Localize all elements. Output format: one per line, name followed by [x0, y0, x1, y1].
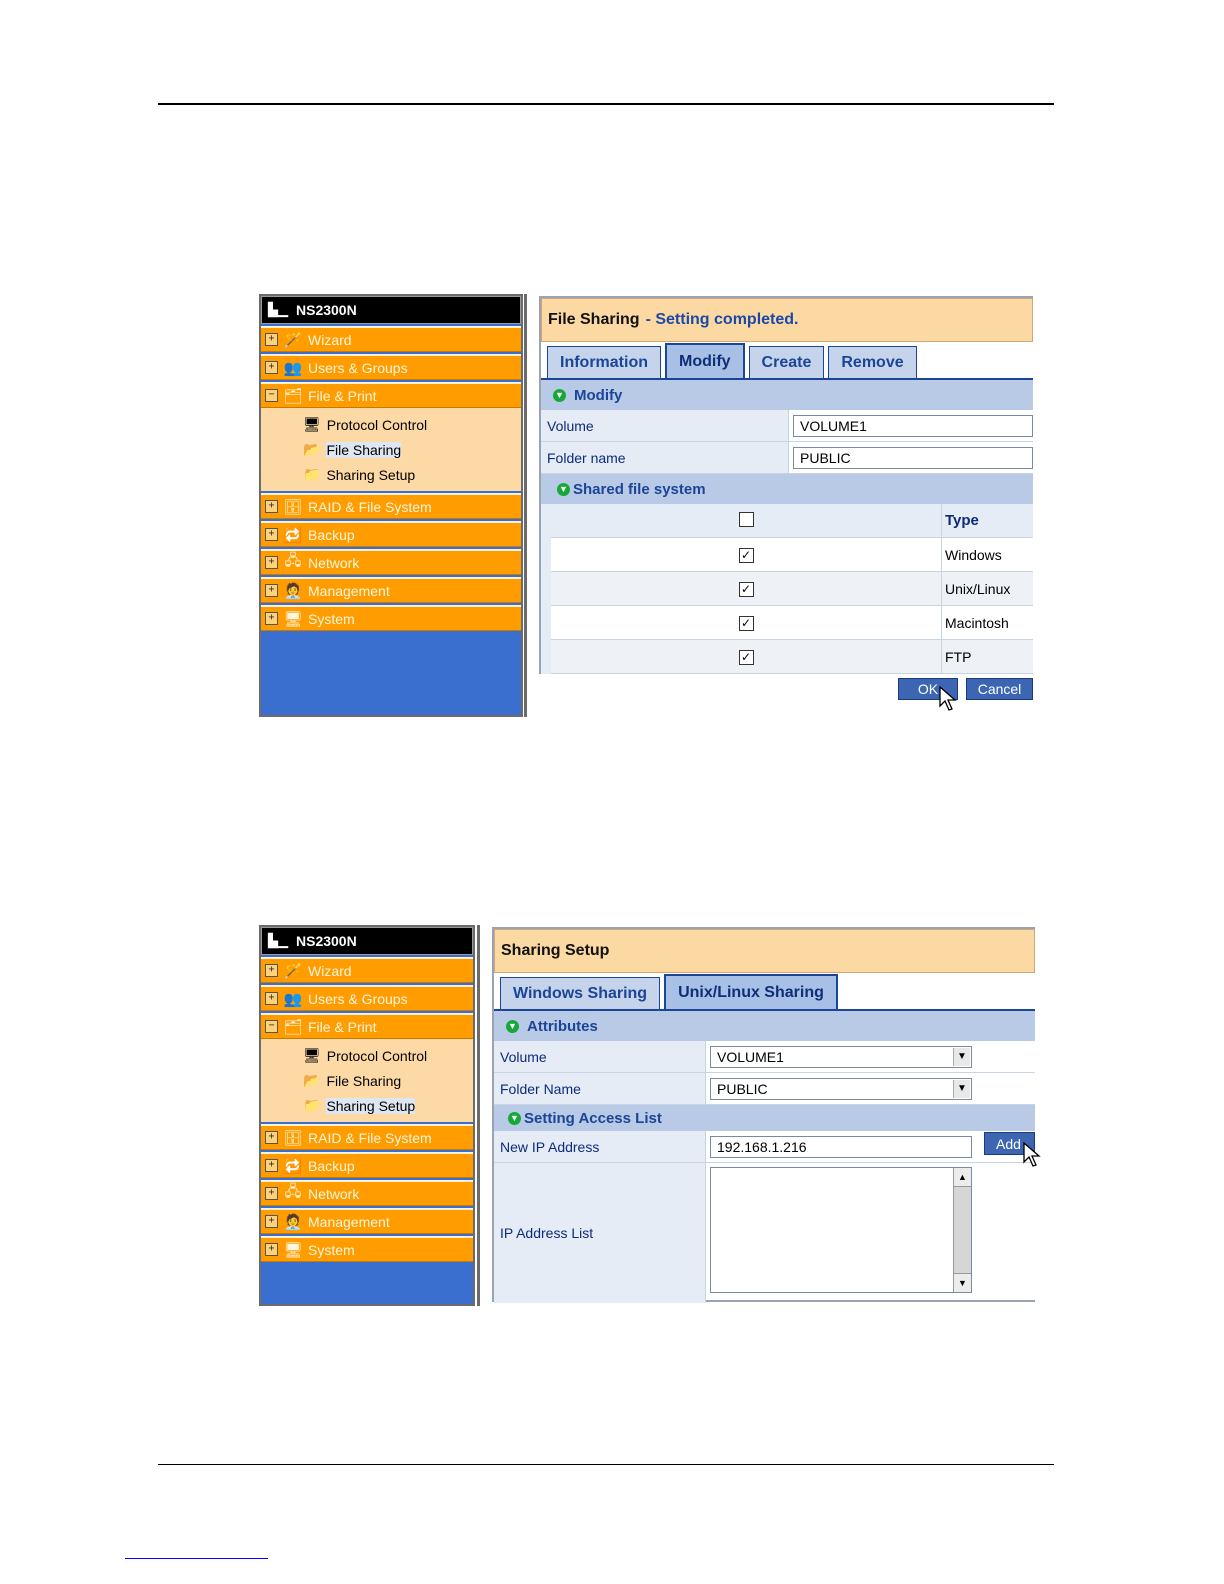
sub-item-label: Sharing Setup [326, 466, 416, 483]
network-icon: 🖧 [284, 552, 302, 569]
folder-label: Folder Name [494, 1073, 706, 1104]
nav-item-label: Network [308, 554, 360, 571]
expand-section-icon[interactable]: ▼ [553, 389, 566, 402]
nav-item-label: Network [308, 1185, 360, 1202]
plus-icon[interactable]: + [265, 1159, 278, 1172]
sidebar-item-sharing-setup[interactable] [261, 1093, 473, 1118]
shared-table-wrap [541, 504, 1033, 674]
ip-address-list[interactable] [710, 1167, 972, 1293]
nav-panel-1 [259, 294, 523, 717]
cancel-button[interactable]: Cancel [966, 678, 1033, 700]
nav-subitems [261, 1039, 473, 1122]
folder-icon: 📂 [303, 1072, 321, 1088]
server-icon: ▙▁ [268, 933, 288, 948]
table-row [551, 572, 1033, 606]
tab-modify[interactable]: Modify [665, 343, 745, 378]
plus-icon[interactable]: + [265, 1131, 278, 1144]
nav-item-label: RAID & File System [308, 498, 432, 515]
volume-select-value: VOLUME1 [717, 1048, 784, 1065]
scroll-up-icon[interactable]: ▲ [954, 1168, 971, 1187]
sidebar-item-protocol-control[interactable] [261, 412, 521, 437]
volume-row [494, 1041, 1035, 1073]
page-title [541, 298, 1033, 342]
macintosh-checkbox[interactable]: ✓ [739, 616, 754, 631]
nav-item-label: Wizard [308, 331, 352, 348]
section-title: Attributes [527, 1017, 598, 1035]
ip-list-label: IP Address List [494, 1163, 706, 1303]
nav-item-raid[interactable] [261, 493, 521, 519]
nav-item-network[interactable] [261, 1180, 473, 1206]
folder-field[interactable]: PUBLIC [793, 447, 1033, 469]
minus-icon[interactable]: − [265, 389, 278, 402]
row-type: FTP [942, 640, 1034, 674]
plus-icon[interactable]: + [265, 1243, 278, 1256]
sub-item-label: Protocol Control [326, 416, 428, 433]
ftp-checkbox[interactable]: ✓ [739, 650, 754, 665]
sharing-setup-panel [492, 927, 1035, 1302]
file-print-icon: 🗂 [283, 387, 303, 405]
nav-item-wizard[interactable] [261, 957, 473, 983]
tab-create[interactable]: Create [749, 346, 825, 378]
section-access-list [494, 1105, 1035, 1131]
section-title: Setting Access List [524, 1109, 662, 1127]
panel-divider-1 [524, 294, 527, 717]
folder-row [541, 442, 1033, 474]
nav-item-backup[interactable] [261, 1152, 473, 1178]
system-icon: 🖥 [283, 1241, 303, 1259]
volume-field[interactable]: VOLUME1 [793, 415, 1033, 437]
nav-item-label: Management [308, 1213, 390, 1230]
folder-select[interactable] [710, 1078, 972, 1100]
footer-link-underline [125, 1558, 268, 1559]
table-row [551, 606, 1033, 640]
status-message: - Setting completed. [645, 311, 799, 328]
folder-icon: 📂 [303, 441, 321, 457]
users-icon: 👥 [283, 359, 303, 377]
tab-bar [541, 342, 1033, 380]
network-icon: 🖧 [284, 1183, 302, 1200]
nav-item-management[interactable] [261, 1208, 473, 1234]
nav-item-system[interactable] [261, 605, 521, 631]
management-icon: 🧑‍💼 [283, 582, 303, 600]
monitor-icon: 🖥 [303, 1047, 321, 1063]
nav-title[interactable] [261, 927, 473, 955]
header-rule [158, 103, 1054, 105]
nav-item-system[interactable] [261, 1236, 473, 1262]
management-icon: 🧑‍💼 [283, 1213, 303, 1231]
plus-icon[interactable]: + [265, 361, 278, 374]
nav-item-label: System [308, 610, 355, 627]
page-title-text: Sharing Setup [501, 942, 610, 959]
new-ip-label: New IP Address [494, 1131, 706, 1162]
plus-icon[interactable]: + [265, 612, 278, 625]
plus-icon[interactable]: + [265, 333, 278, 346]
plus-icon[interactable]: + [265, 528, 278, 541]
tab-bar [494, 973, 1035, 1011]
row-type: Windows [942, 538, 1034, 572]
tab-remove[interactable]: Remove [828, 346, 916, 378]
nav-item-label: Users & Groups [308, 359, 408, 376]
mouse-cursor-icon [1023, 1142, 1041, 1168]
sub-item-label: File Sharing [326, 441, 402, 458]
dropdown-arrow-icon[interactable]: ▼ [953, 1048, 970, 1066]
nav-subitems [261, 408, 521, 491]
nav-item-label: Wizard [308, 962, 352, 979]
server-icon: ▙▁ [268, 302, 288, 317]
nav-item-label: Backup [308, 1157, 355, 1174]
shared-folder-icon: 📁 [303, 1097, 321, 1113]
tab-windows-sharing[interactable]: Windows Sharing [500, 977, 660, 1009]
monitor-icon: 🖥 [303, 416, 321, 432]
volume-row [541, 410, 1033, 442]
nav-title[interactable] [261, 296, 521, 324]
section-attributes [494, 1011, 1035, 1041]
footer-rule [158, 1464, 1054, 1465]
dropdown-arrow-icon[interactable]: ▼ [953, 1080, 970, 1098]
expand-section-icon[interactable]: ▼ [506, 1020, 519, 1033]
nav-item-users-groups[interactable] [261, 985, 473, 1011]
expand-section-icon[interactable]: ▼ [557, 483, 570, 496]
table-header-row [551, 504, 1033, 538]
sub-item-label: Protocol Control [326, 1047, 428, 1064]
plus-icon[interactable]: + [265, 1187, 278, 1200]
panel-divider-2 [477, 925, 480, 1306]
plus-icon[interactable]: + [265, 964, 278, 977]
folder-select-value: PUBLIC [717, 1080, 768, 1097]
table-row [551, 640, 1033, 674]
shared-file-system-table [551, 504, 1033, 674]
page-title-text: File Sharing [548, 311, 640, 328]
sub-item-label: File Sharing [326, 1072, 402, 1089]
select-all-checkbox[interactable] [739, 512, 754, 527]
nav-empty-area [261, 631, 521, 715]
nav-item-wizard[interactable] [261, 326, 521, 352]
nav-item-file-print[interactable] [261, 1013, 473, 1039]
section-title: Shared file system [573, 480, 706, 498]
windows-checkbox[interactable]: ✓ [739, 548, 754, 563]
nav-item-label: File & Print [308, 387, 377, 404]
backup-icon: 🔁 [283, 526, 303, 544]
section-title: Modify [574, 386, 623, 404]
plus-icon[interactable]: + [265, 584, 278, 597]
type-header: Type [942, 504, 1034, 538]
folder-label: Folder name [541, 442, 789, 473]
row-type: Unix/Linux [942, 572, 1034, 606]
wizard-icon: 🪄 [283, 962, 303, 980]
nav-empty-area [261, 1262, 473, 1304]
sidebar-item-protocol-control[interactable] [261, 1043, 473, 1068]
file-print-icon: 🗂 [283, 1018, 303, 1036]
nav-item-network[interactable] [261, 549, 521, 575]
volume-label: Volume [494, 1041, 706, 1072]
nav-item-label: File & Print [308, 1018, 377, 1035]
wizard-icon: 🪄 [283, 331, 303, 349]
table-row [551, 538, 1033, 572]
mouse-cursor-icon [939, 686, 957, 712]
ip-list-scrollbar[interactable] [953, 1168, 971, 1292]
sidebar-item-sharing-setup[interactable] [261, 462, 521, 487]
file-sharing-panel [539, 296, 1033, 674]
nav-title-label: NS2300N [296, 933, 357, 949]
nav-item-label: Users & Groups [308, 990, 408, 1007]
volume-select[interactable] [710, 1046, 972, 1068]
sidebar-item-file-sharing[interactable] [261, 437, 521, 462]
minus-icon[interactable]: − [265, 1020, 278, 1033]
volume-label: Volume [541, 410, 789, 441]
plus-icon[interactable]: + [265, 556, 278, 569]
raid-icon: 🗄 [283, 1129, 303, 1147]
section-modify [541, 380, 1033, 410]
plus-icon[interactable]: + [265, 1215, 278, 1228]
section-shared-file-system [541, 474, 1033, 504]
tab-information[interactable]: Information [547, 346, 661, 378]
expand-section-icon[interactable]: ▼ [508, 1112, 521, 1125]
unix-linux-checkbox[interactable]: ✓ [739, 582, 754, 597]
plus-icon[interactable]: + [265, 992, 278, 1005]
nav-item-backup[interactable] [261, 521, 521, 547]
tab-unix-linux-sharing[interactable]: Unix/Linux Sharing [664, 974, 838, 1009]
page-title [494, 929, 1035, 973]
scroll-down-icon[interactable]: ▼ [954, 1273, 971, 1292]
ok-button[interactable]: OK [898, 678, 958, 700]
backup-icon: 🔁 [283, 1157, 303, 1175]
nav-panel-2 [259, 925, 475, 1306]
nav-item-label: RAID & File System [308, 1129, 432, 1146]
raid-icon: 🗄 [283, 498, 303, 516]
nav-item-label: System [308, 1241, 355, 1258]
sub-item-label: Sharing Setup [326, 1097, 416, 1114]
nav-item-raid[interactable] [261, 1124, 473, 1150]
new-ip-input[interactable]: 192.168.1.216 [710, 1136, 972, 1158]
nav-item-label: Backup [308, 526, 355, 543]
nav-item-management[interactable] [261, 577, 521, 603]
sidebar-item-file-sharing[interactable] [261, 1068, 473, 1093]
shared-folder-icon: 📁 [303, 466, 321, 482]
row-type: Macintosh [942, 606, 1034, 640]
plus-icon[interactable]: + [265, 500, 278, 513]
nav-item-file-print[interactable] [261, 382, 521, 408]
nav-item-label: Management [308, 582, 390, 599]
folder-row [494, 1073, 1035, 1105]
users-icon: 👥 [283, 990, 303, 1008]
add-button[interactable]: Add [984, 1132, 1035, 1155]
nav-item-users-groups[interactable] [261, 354, 521, 380]
ip-list-row [494, 1163, 1035, 1303]
new-ip-row [494, 1131, 1035, 1163]
system-icon: 🖥 [283, 610, 303, 628]
nav-title-label: NS2300N [296, 302, 357, 318]
